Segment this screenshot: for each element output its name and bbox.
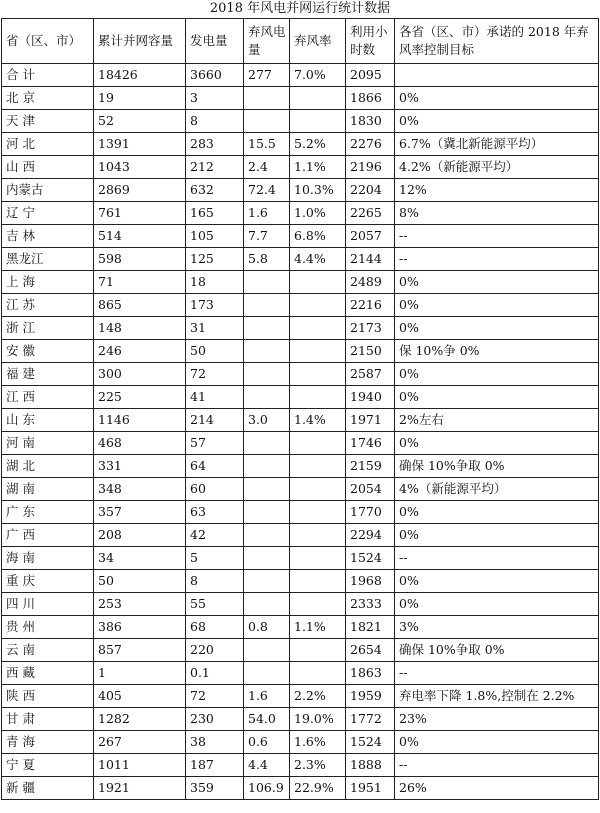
cell-province: 福 建	[2, 363, 94, 386]
cell-province: 北 京	[2, 87, 94, 110]
cell-capacity: 208	[94, 524, 186, 547]
cell-curtailed	[244, 524, 290, 547]
cell-province: 安 徽	[2, 340, 94, 363]
cell-generation: 31	[186, 317, 244, 340]
cell-generation: 3	[186, 87, 244, 110]
cell-curtailed	[244, 432, 290, 455]
cell-province: 吉 林	[2, 225, 94, 248]
cell-target: 4.2%（新能源平均）	[395, 156, 599, 179]
cell-rate	[290, 271, 346, 294]
cell-capacity: 1	[94, 662, 186, 685]
cell-hours: 2057	[346, 225, 395, 248]
table-row	[2, 593, 599, 616]
cell-curtailed: 15.5	[244, 133, 290, 156]
cell-generation: 41	[186, 386, 244, 409]
cell-hours: 1524	[346, 547, 395, 570]
cell-hours: 2587	[346, 363, 395, 386]
cell-province: 青 海	[2, 731, 94, 754]
cell-curtailed	[244, 317, 290, 340]
cell-target: 3%	[395, 616, 599, 639]
cell-curtailed	[244, 570, 290, 593]
cell-rate: 4.4%	[290, 248, 346, 271]
cell-target: 0%	[395, 386, 599, 409]
cell-target	[395, 64, 599, 87]
table-row	[2, 455, 599, 478]
cell-curtailed: 1.6	[244, 202, 290, 225]
cell-target: 0%	[395, 524, 599, 547]
cell-capacity: 1391	[94, 133, 186, 156]
cell-capacity: 357	[94, 501, 186, 524]
cell-generation: 8	[186, 110, 244, 133]
cell-curtailed: 7.7	[244, 225, 290, 248]
cell-generation: 359	[186, 777, 244, 800]
cell-capacity: 386	[94, 616, 186, 639]
cell-hours: 2159	[346, 455, 395, 478]
table-row	[2, 409, 599, 432]
cell-hours: 1821	[346, 616, 395, 639]
cell-province: 河 南	[2, 432, 94, 455]
cell-generation: 63	[186, 501, 244, 524]
cell-province: 贵 州	[2, 616, 94, 639]
cell-hours: 1951	[346, 777, 395, 800]
cell-generation: 60	[186, 478, 244, 501]
table-title: 2018 年风电并网运行统计数据	[209, 1, 391, 16]
cell-curtailed	[244, 639, 290, 662]
cell-rate: 2.3%	[290, 754, 346, 777]
cell-rate	[290, 340, 346, 363]
cell-province: 天 津	[2, 110, 94, 133]
cell-capacity: 1282	[94, 708, 186, 731]
cell-rate	[290, 639, 346, 662]
table-row	[2, 87, 599, 110]
cell-hours: 2196	[346, 156, 395, 179]
cell-hours: 2150	[346, 340, 395, 363]
cell-capacity: 148	[94, 317, 186, 340]
header-rate: 弃风率	[290, 19, 346, 64]
cell-curtailed: 277	[244, 64, 290, 87]
table-row	[2, 202, 599, 225]
cell-curtailed	[244, 478, 290, 501]
table-row	[2, 110, 599, 133]
table-row	[2, 340, 599, 363]
cell-province: 海 南	[2, 547, 94, 570]
cell-generation: 125	[186, 248, 244, 271]
cell-generation: 64	[186, 455, 244, 478]
cell-rate: 19.0%	[290, 708, 346, 731]
cell-target: 0%	[395, 432, 599, 455]
cell-target: 弃电率下降 1.8%,控制在 2.2%	[395, 685, 599, 708]
cell-target: 0%	[395, 271, 599, 294]
cell-target: 0%	[395, 87, 599, 110]
cell-province: 湖 北	[2, 455, 94, 478]
table-row	[2, 524, 599, 547]
cell-curtailed	[244, 547, 290, 570]
cell-province: 重 庆	[2, 570, 94, 593]
table-row	[2, 731, 599, 754]
cell-hours: 1866	[346, 87, 395, 110]
table-row	[2, 179, 599, 202]
cell-generation: 72	[186, 363, 244, 386]
cell-hours: 2489	[346, 271, 395, 294]
cell-target: 0%	[395, 317, 599, 340]
cell-target: 0%	[395, 294, 599, 317]
cell-capacity: 253	[94, 593, 186, 616]
cell-curtailed: 5.8	[244, 248, 290, 271]
cell-province: 甘 肃	[2, 708, 94, 731]
cell-hours: 2216	[346, 294, 395, 317]
cell-province: 四 川	[2, 593, 94, 616]
cell-capacity: 348	[94, 478, 186, 501]
cell-capacity: 225	[94, 386, 186, 409]
cell-generation: 42	[186, 524, 244, 547]
cell-hours: 1770	[346, 501, 395, 524]
cell-province: 广 西	[2, 524, 94, 547]
cell-hours: 2294	[346, 524, 395, 547]
cell-target: 0%	[395, 731, 599, 754]
cell-hours: 1746	[346, 432, 395, 455]
table-row	[2, 225, 599, 248]
cell-rate: 10.3%	[290, 179, 346, 202]
cell-hours: 2654	[346, 639, 395, 662]
table-row	[2, 478, 599, 501]
cell-rate	[290, 87, 346, 110]
cell-curtailed	[244, 363, 290, 386]
cell-province: 黑龙江	[2, 248, 94, 271]
cell-capacity: 300	[94, 363, 186, 386]
cell-hours: 1524	[346, 731, 395, 754]
cell-capacity: 34	[94, 547, 186, 570]
cell-target: 2%左右	[395, 409, 599, 432]
cell-curtailed	[244, 87, 290, 110]
cell-province: 江 苏	[2, 294, 94, 317]
cell-target: 6.7%（冀北新能源平均）	[395, 133, 599, 156]
cell-hours: 1888	[346, 754, 395, 777]
cell-province: 内蒙古	[2, 179, 94, 202]
cell-generation: 105	[186, 225, 244, 248]
cell-rate	[290, 662, 346, 685]
cell-province: 新 疆	[2, 777, 94, 800]
cell-curtailed	[244, 386, 290, 409]
table-row	[2, 570, 599, 593]
cell-hours: 2144	[346, 248, 395, 271]
cell-target: 保 10%争 0%	[395, 340, 599, 363]
cell-target: 26%	[395, 777, 599, 800]
cell-capacity: 468	[94, 432, 186, 455]
cell-province: 山 西	[2, 156, 94, 179]
cell-generation: 5	[186, 547, 244, 570]
table-row	[2, 248, 599, 271]
cell-rate	[290, 432, 346, 455]
cell-province: 山 东	[2, 409, 94, 432]
cell-province: 广 东	[2, 501, 94, 524]
cell-capacity: 50	[94, 570, 186, 593]
cell-capacity: 514	[94, 225, 186, 248]
cell-generation: 18	[186, 271, 244, 294]
header-hours: 利用小时数	[346, 19, 395, 64]
header-row	[2, 19, 599, 64]
cell-capacity: 1921	[94, 777, 186, 800]
cell-generation: 187	[186, 754, 244, 777]
cell-capacity: 865	[94, 294, 186, 317]
cell-generation: 283	[186, 133, 244, 156]
cell-province: 西 藏	[2, 662, 94, 685]
cell-target: 0%	[395, 110, 599, 133]
cell-rate: 1.4%	[290, 409, 346, 432]
cell-curtailed: 106.9	[244, 777, 290, 800]
table-body	[2, 64, 599, 800]
cell-province: 江 西	[2, 386, 94, 409]
cell-province: 河 北	[2, 133, 94, 156]
cell-capacity: 19	[94, 87, 186, 110]
cell-curtailed: 1.6	[244, 685, 290, 708]
cell-hours: 2204	[346, 179, 395, 202]
cell-generation: 230	[186, 708, 244, 731]
cell-target: 4%（新能源平均）	[395, 478, 599, 501]
header-generation: 发电量	[186, 19, 244, 64]
cell-rate	[290, 593, 346, 616]
cell-province: 宁 夏	[2, 754, 94, 777]
cell-rate: 2.2%	[290, 685, 346, 708]
table-row	[2, 547, 599, 570]
cell-rate	[290, 524, 346, 547]
table-row	[2, 386, 599, 409]
cell-curtailed: 4.4	[244, 754, 290, 777]
cell-target: 23%	[395, 708, 599, 731]
table-row	[2, 685, 599, 708]
cell-generation: 72	[186, 685, 244, 708]
cell-capacity: 52	[94, 110, 186, 133]
table-row	[2, 616, 599, 639]
cell-capacity: 1146	[94, 409, 186, 432]
cell-province: 合 计	[2, 64, 94, 87]
cell-rate	[290, 363, 346, 386]
header-target: 各省（区、市）承诺的 2018 年弃风率控制目标	[395, 19, 599, 64]
table-row	[2, 133, 599, 156]
cell-capacity: 1043	[94, 156, 186, 179]
cell-curtailed	[244, 593, 290, 616]
cell-hours: 2276	[346, 133, 395, 156]
cell-target: --	[395, 248, 599, 271]
cell-capacity: 246	[94, 340, 186, 363]
cell-target: 0%	[395, 593, 599, 616]
table-row	[2, 708, 599, 731]
cell-target: --	[395, 547, 599, 570]
cell-generation: 55	[186, 593, 244, 616]
table-row	[2, 639, 599, 662]
cell-rate	[290, 455, 346, 478]
cell-rate	[290, 570, 346, 593]
cell-rate	[290, 386, 346, 409]
cell-curtailed	[244, 110, 290, 133]
cell-hours: 1971	[346, 409, 395, 432]
table-row	[2, 294, 599, 317]
cell-province: 上 海	[2, 271, 94, 294]
cell-capacity: 331	[94, 455, 186, 478]
cell-target: --	[395, 225, 599, 248]
cell-hours: 1830	[346, 110, 395, 133]
table-row	[2, 317, 599, 340]
cell-rate	[290, 478, 346, 501]
cell-curtailed	[244, 455, 290, 478]
cell-capacity: 405	[94, 685, 186, 708]
cell-province: 陕 西	[2, 685, 94, 708]
cell-curtailed	[244, 501, 290, 524]
cell-capacity: 267	[94, 731, 186, 754]
cell-target: 0%	[395, 570, 599, 593]
cell-generation: 212	[186, 156, 244, 179]
table-row	[2, 501, 599, 524]
cell-hours: 1959	[346, 685, 395, 708]
cell-rate: 1.1%	[290, 156, 346, 179]
cell-rate	[290, 294, 346, 317]
cell-rate	[290, 547, 346, 570]
cell-rate: 1.1%	[290, 616, 346, 639]
cell-capacity: 761	[94, 202, 186, 225]
cell-generation: 3660	[186, 64, 244, 87]
cell-rate: 1.6%	[290, 731, 346, 754]
table-row	[2, 432, 599, 455]
cell-generation: 173	[186, 294, 244, 317]
cell-curtailed: 54.0	[244, 708, 290, 731]
cell-rate	[290, 110, 346, 133]
wind-power-table	[1, 18, 599, 800]
cell-province: 湖 南	[2, 478, 94, 501]
cell-target: 8%	[395, 202, 599, 225]
cell-generation: 214	[186, 409, 244, 432]
cell-curtailed	[244, 294, 290, 317]
cell-capacity: 857	[94, 639, 186, 662]
cell-generation: 50	[186, 340, 244, 363]
cell-curtailed: 2.4	[244, 156, 290, 179]
cell-rate: 7.0%	[290, 64, 346, 87]
cell-rate	[290, 317, 346, 340]
cell-generation: 165	[186, 202, 244, 225]
cell-hours: 2054	[346, 478, 395, 501]
cell-rate: 6.8%	[290, 225, 346, 248]
cell-target: 12%	[395, 179, 599, 202]
cell-hours: 1940	[346, 386, 395, 409]
table-row	[2, 271, 599, 294]
cell-province: 云 南	[2, 639, 94, 662]
cell-hours: 1863	[346, 662, 395, 685]
cell-target: 确保 10%争取 0%	[395, 639, 599, 662]
cell-rate: 22.9%	[290, 777, 346, 800]
cell-hours: 1772	[346, 708, 395, 731]
cell-generation: 38	[186, 731, 244, 754]
cell-target: --	[395, 662, 599, 685]
table-row	[2, 156, 599, 179]
cell-hours: 2095	[346, 64, 395, 87]
table-row	[2, 777, 599, 800]
cell-curtailed: 0.8	[244, 616, 290, 639]
cell-province: 浙 江	[2, 317, 94, 340]
cell-generation: 57	[186, 432, 244, 455]
cell-generation: 8	[186, 570, 244, 593]
cell-rate: 1.0%	[290, 202, 346, 225]
cell-rate	[290, 501, 346, 524]
cell-hours: 2265	[346, 202, 395, 225]
cell-curtailed	[244, 271, 290, 294]
cell-hours: 1968	[346, 570, 395, 593]
header-curtailed: 弃风电量	[244, 19, 290, 64]
cell-generation: 0.1	[186, 662, 244, 685]
table-row	[2, 662, 599, 685]
cell-generation: 68	[186, 616, 244, 639]
table-row	[2, 363, 599, 386]
header-capacity: 累计并网容量	[94, 19, 186, 64]
cell-capacity: 2869	[94, 179, 186, 202]
cell-province: 辽 宁	[2, 202, 94, 225]
cell-capacity: 598	[94, 248, 186, 271]
cell-curtailed: 0.6	[244, 731, 290, 754]
cell-generation: 632	[186, 179, 244, 202]
table-row	[2, 754, 599, 777]
cell-target: 0%	[395, 501, 599, 524]
cell-hours: 2333	[346, 593, 395, 616]
cell-capacity: 1011	[94, 754, 186, 777]
cell-curtailed: 72.4	[244, 179, 290, 202]
cell-curtailed: 3.0	[244, 409, 290, 432]
table-row	[2, 64, 599, 87]
cell-curtailed	[244, 662, 290, 685]
header-province: 省（区、市）	[2, 19, 94, 64]
cell-rate: 5.2%	[290, 133, 346, 156]
cell-curtailed	[244, 340, 290, 363]
cell-target: 0%	[395, 363, 599, 386]
cell-capacity: 18426	[94, 64, 186, 87]
cell-generation: 220	[186, 639, 244, 662]
cell-hours: 2173	[346, 317, 395, 340]
cell-target: 确保 10%争取 0%	[395, 455, 599, 478]
cell-target: --	[395, 754, 599, 777]
cell-capacity: 71	[94, 271, 186, 294]
